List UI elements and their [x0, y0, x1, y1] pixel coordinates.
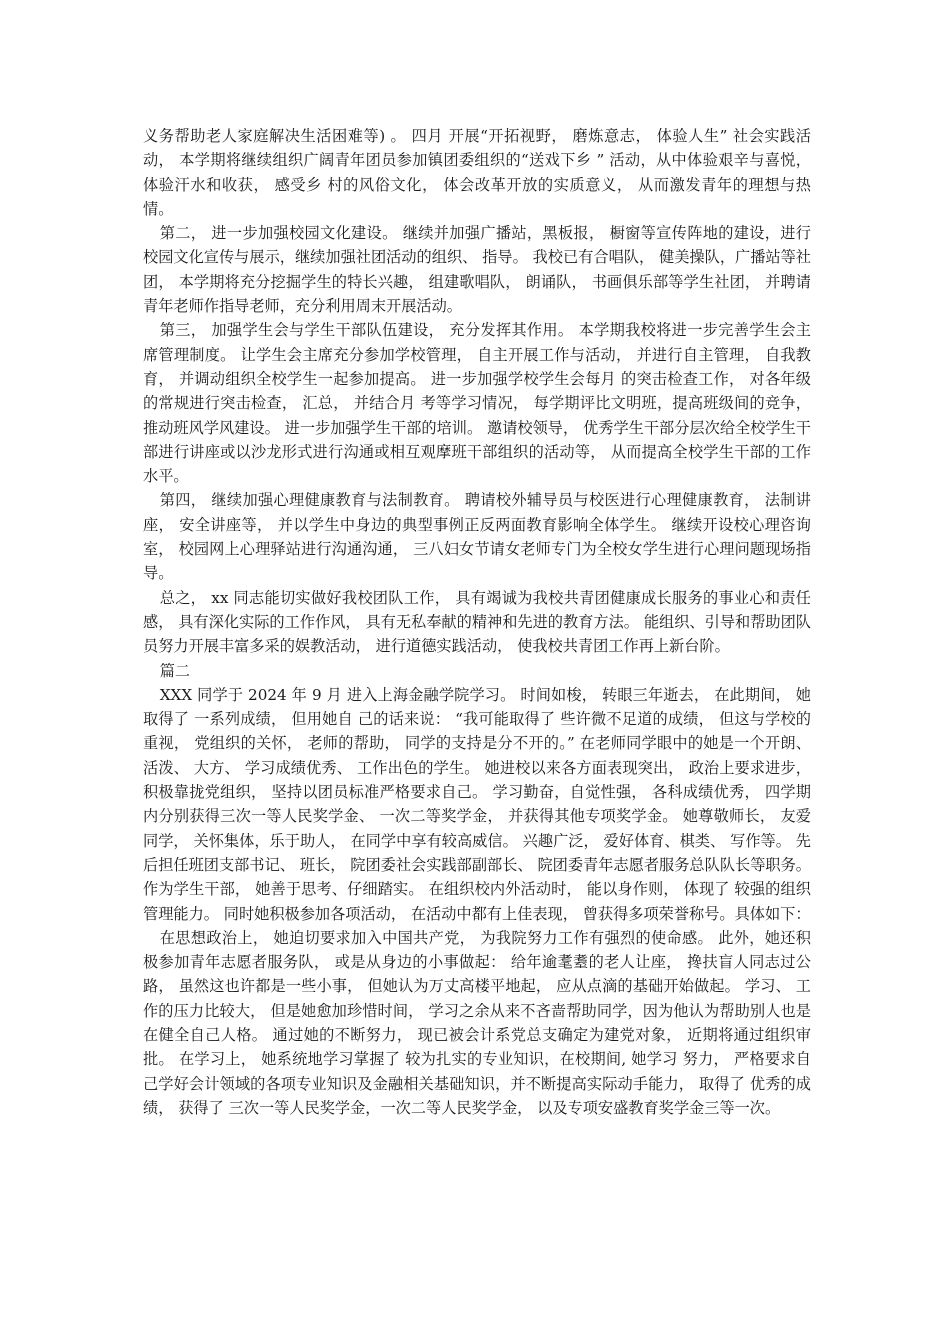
paragraph-political-study: 在思想政治上， 她迫切要求加入中国共产党， 为我院努力工作有强烈的使命感。 此外，她还积极参加青年志愿者服务队， 或是从身边的小事做起： 给年逾耄耋的老人让座， 搀扶盲人同志过公路， 虽然这也许都是一些小事， 但她认为万丈高楼平地起， 应从点滴的基础开始做起。 学习、 工作的压力比较大， 但是她愈加珍惜时间， 学习之余从来不吝啬帮助同学，因为他认为帮助别人也是在健全自己人格。 通过她的不断努力， 现已被会计系党总支确定为建党对象， 近期将通过组织审批。 在学习上， 她系统地学习掌握了 较为扎实的专业知识，在校期间, 她学习 努力， 严格要求自 己学好会计领域的各项专业知识及金融相关基础知识，并不断提高实际动手能力， 取得了 优秀的成绩， 获得了 三次一等人民奖学金，一次二等人民奖学金， 以及专项安盛教育奖学金三等一次。	[143, 928, 811, 1117]
paragraph-fourth-point: 第四， 继续加强心理健康教育与法制教育。 聘请校外辅导员与校医进行心理健康教育， 法制讲座， 安全讲座等， 并以学生中身边的典型事例正反两面教育影响全体学生。 继续开设校心理咨询室， 校园网上心理驿站进行沟通沟通， 三八妇女节请女老师专门为全校女学生进行心理问题现场指导。	[143, 491, 811, 583]
paragraph-summary: 总之， xx 同志能切实做好我校团队工作， 具有竭诚为我校共青团健康成长服务的事业心和责任感， 具有深化实际的工作作风， 具有无私奉献的精神和先进的教育方法。 能组织、引导和帮助团队员努力开展丰富多采的娱教活动， 进行道德实践活动， 使我校共青团工作再上新台阶。	[143, 588, 811, 656]
section-heading: 篇二	[159, 661, 191, 680]
paragraph-continuation: 义务帮助老人家庭解决生活困难等) 。 四月 开展“开拓视野， 磨炼意志， 体验人生” 社会实践活动， 本学期将继续组织广阔青年团员参加镇团委组织的“送戏下乡 ” 活动，从中体验艰辛与喜悦， 体验汗水和收获， 感受乡 村的风俗文化， 体会改革开放的实质意义， 从而激发青年的理想与热情。	[143, 127, 811, 218]
paragraph-second-point: 第二， 进一步加强校园文化建设。 继续并加强广播站，黑板报， 橱窗等宣传阵地的建设，进行校园文化宣传与展示，继续加强社团活动的组织、 指导。 我校已有合唱队， 健美操队，广播站等社团， 本学期将充分挖掘学生的特长兴趣， 组建歌唱队， 朗诵队， 书画俱乐部等学生社团， 并聘请青年老师作指导老师，充分利用周末开展活动。	[143, 224, 811, 316]
paragraph-third-point: 第三， 加强学生会与学生干部队伍建设， 充分发挥其作用。 本学期我校将进一步完善学生会主席管理制度。 让学生会主席充分参加学校管理， 自主开展工作与活动， 并进行自主管理， 自我教育， 并调动组织全校学生一起参加提高。 进一步加强学校学生会每月 的突击检查工作， 对各年级的常规进行突击检查， 汇总， 并结合月 考等学习情况， 每学期评比文明班，提高班级间的竞争， 推动班风学风建设。 进一步加强学生干部的培训。 邀请校领导， 优秀学生干部分层次给全校学生干部进行讲座或以沙龙形式进行沟通或相互观摩班干部组织的活动等， 从而提高全校学生干部的工作水平。	[143, 321, 811, 486]
document-body	[143, 124, 811, 1120]
paragraph-student-profile: XXX 同学于 2024 年 9 月 进入上海金融学院学习。 时间如梭， 转眼三年逝去， 在此期间， 她取得了 一系列成绩， 但用她自 己的话来说： “我可能取得了 些许微不足道的成绩， 但这与学校的重视， 党组织的关怀， 老师的帮助， 同学的支持是分不开的。” 在老师同学眼中的她是一个开朗、 活泼、 大方、 学习成绩优秀、 工作出色的学生。 她进校以来各方面表现突出， 政治上要求进步， 积极靠拢党组织， 坚持以团员标准严格要求自己。 学习勤奋，自觉性强， 各科成绩优秀， 四学期内分别获得三次一等人民奖学金、 一次二等奖学金， 并获得其他专项奖学金。 她尊敬师长， 友爱同学， 关怀集体，乐于助人， 在同学中享有较高威信。 兴趣广泛， 爱好体育、棋类、 写作等。 先后担任班团支部书记、 班长， 院团委社会实践部副部长、 院团委青年志愿者服务总队队长等职务。 作为学生干部， 她善于思考、仔细踏实。 在组织校内外活动时， 能以身作则， 体现了 较强的组织管理能力。 同时她积极参加各项活动， 在活动中都有上佳表现， 曾获得多项荣誉称号。具体如下：	[143, 685, 811, 923]
